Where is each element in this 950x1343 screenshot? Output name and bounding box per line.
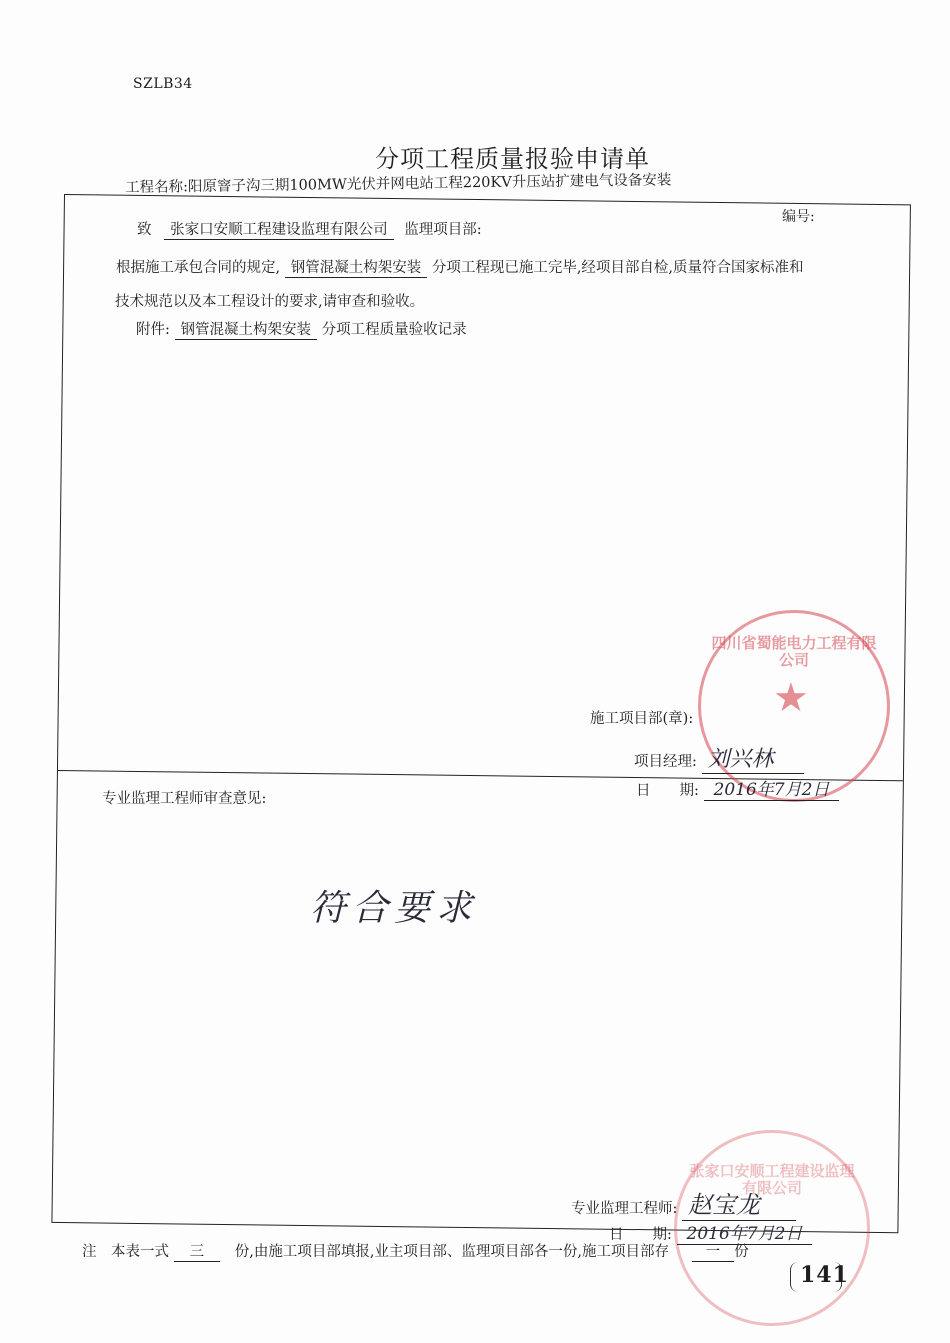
para1-item: 钢管混凝土构架安装 xyxy=(285,256,428,278)
contractor-date-line xyxy=(636,775,839,801)
project-line xyxy=(125,168,672,197)
note-copies: 三 xyxy=(174,1240,221,1262)
to-label: 致 xyxy=(137,222,152,238)
page-title: 分项工程质量报验申请单 xyxy=(375,145,650,173)
contractor-stamp-text: 四川省蜀能电力工程有限公司 xyxy=(711,634,877,669)
contractor-date-label: 日 期: xyxy=(636,783,699,799)
review-date-label: 日 期: xyxy=(609,1227,672,1243)
page-number: 141 xyxy=(800,1262,849,1288)
attachment-line xyxy=(136,318,467,340)
para1-suffix: 分项工程现已施工完毕,经项目部自检,质量符合国家标准和 xyxy=(431,260,804,276)
attach-label: 附件: xyxy=(136,322,170,338)
serial-label: 编号: xyxy=(782,209,815,225)
para1-prefix: 根据施工承包合同的规定, xyxy=(116,260,281,276)
store-copies: 一 xyxy=(692,1240,735,1262)
manager-label: 项目经理: xyxy=(634,754,697,770)
stamp-star-icon: ★ xyxy=(773,675,809,721)
project-label: 工程名称: xyxy=(124,179,189,196)
contractor-dept-label: 施工项目部(章): xyxy=(590,711,694,727)
manager-line xyxy=(634,742,804,774)
note-prefix: 注 本表一式 xyxy=(82,1244,169,1260)
attach-suffix: 分项工程质量验收记录 xyxy=(321,322,467,338)
to-company: 张家口安顺工程建设监理有限公司 xyxy=(164,218,394,240)
paragraph-2: 技术规范以及本工程设计的要求,请审查和验收。 xyxy=(115,294,425,310)
note-suffix: 份,由施工项目部填报,业主项目部、监理项目部各一份,施工项目部存 xyxy=(234,1244,670,1260)
to-suffix: 监理项目部: xyxy=(404,222,482,238)
footer-note xyxy=(82,1240,749,1262)
paragraph-1 xyxy=(116,256,804,278)
review-opinion: 符合要求 xyxy=(310,888,479,929)
review-date-value: 2016年7月2日 xyxy=(677,1219,813,1245)
attach-item: 钢管混凝土构架安装 xyxy=(175,318,318,340)
engineer-label: 专业监理工程师: xyxy=(571,1201,678,1217)
engineer-line xyxy=(571,1185,796,1221)
review-heading: 专业监理工程师审查意见: xyxy=(102,791,267,807)
supervisor-stamp-text: 张家口安顺工程建设监理有限公司 xyxy=(689,1162,855,1197)
project-name: 阳原窨子沟三期100MW光伏并网电站工程220KV升压站扩建电气设备安装 xyxy=(187,172,672,196)
form-code: SZLB34 xyxy=(133,76,193,92)
engineer-signature: 赵宝龙 xyxy=(682,1185,796,1221)
addressee-line xyxy=(137,218,482,240)
contractor-date-value: 2016年7月2日 xyxy=(704,775,840,801)
store-unit: 份 xyxy=(734,1244,749,1260)
manager-signature: 刘兴林 xyxy=(702,742,804,774)
